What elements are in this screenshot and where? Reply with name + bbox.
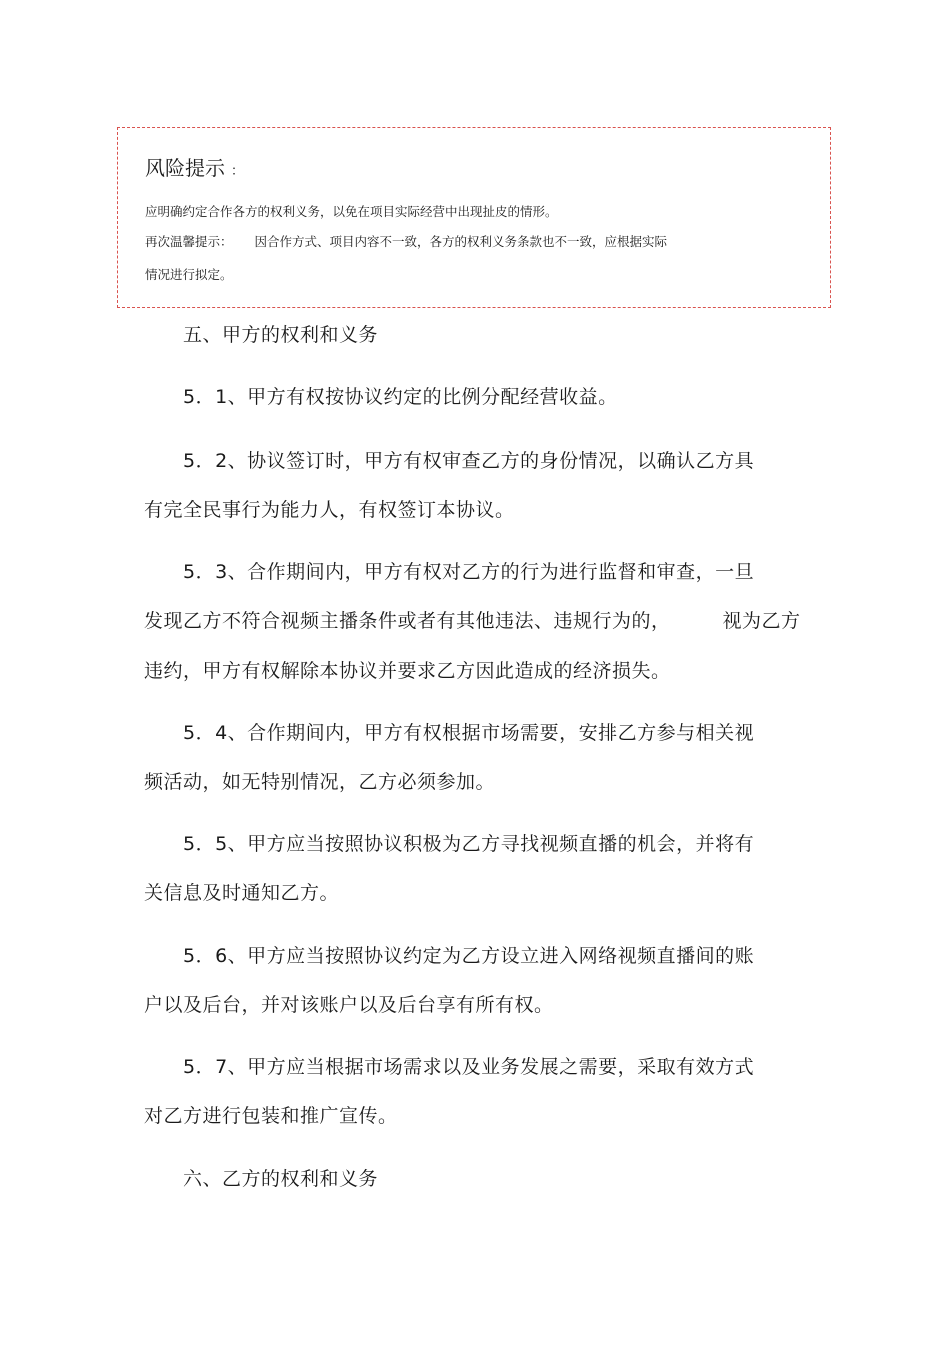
clause-5-7-line-2: 对乙方进行包装和推广宣传。 — [144, 1105, 398, 1127]
clause-5-2-line-2: 有完全民事行为能力人，有权签订本协议。 — [144, 499, 515, 521]
risk-notice-box — [117, 127, 831, 308]
section-5-heading: 五、甲方的权利和义务 — [183, 324, 379, 346]
clause-5-3-line-1: 5．3、合作期间内，甲方有权对乙方的行为进行监督和审查，一旦 — [183, 561, 755, 583]
risk-title-colon: ： — [231, 164, 245, 179]
clause-5-7-line-1: 5．7、甲方应当根据市场需求以及业务发展之需要，采取有效方式 — [183, 1056, 755, 1078]
risk-notice-line-2 — [145, 233, 667, 251]
clause-5-1-line-1: 5．1、甲方有权按协议约定的比例分配经营收益。 — [183, 386, 618, 408]
clause-5-4-line-2: 频活动，如无特别情况，乙方必须参加。 — [144, 771, 496, 793]
risk-notice-line-3: 情况进行拟定。 — [145, 267, 233, 282]
section-6-heading: 六、乙方的权利和义务 — [183, 1168, 379, 1190]
clause-5-3-line-2-text: 发现乙方不符合视频主播条件或者有其他违法、违规行为的， — [144, 610, 671, 632]
clause-5-3-line-3: 违约，甲方有权解除本协议并要求乙方因此造成的经济损失。 — [144, 660, 671, 682]
risk-notice-line-2-text: 因合作方式、项目内容不一致，各方的权利义务条款也不一致，应根据实际 — [254, 234, 668, 249]
clause-5-6-line-1: 5．6、甲方应当按照协议约定为乙方设立进入网络视频直播间的账 — [183, 945, 755, 967]
clause-5-4-line-1: 5．4、合作期间内，甲方有权根据市场需要，安排乙方参与相关视 — [183, 722, 755, 744]
clause-5-2-line-1: 5．2、协议签订时，甲方有权审查乙方的身份情况，以确认乙方具 — [183, 450, 755, 472]
risk-notice-label: 再次温馨提示： — [145, 234, 233, 249]
clause-5-3-line-2-tail: 视为乙方 — [722, 610, 801, 632]
risk-title-text: 风险提示 — [145, 156, 225, 180]
clause-5-5-line-2: 关信息及时通知乙方。 — [144, 882, 340, 904]
clause-5-3-line-2 — [144, 608, 801, 634]
risk-notice-title — [145, 154, 244, 186]
clause-5-5-line-1: 5．5、甲方应当按照协议积极为乙方寻找视频直播的机会，并将有 — [183, 833, 755, 855]
clause-5-6-line-2: 户以及后台，并对该账户以及后台享有所有权。 — [144, 994, 554, 1016]
risk-notice-line-1: 应明确约定合作各方的权利义务，以免在项目实际经营中出现扯皮的情形。 — [145, 204, 558, 219]
